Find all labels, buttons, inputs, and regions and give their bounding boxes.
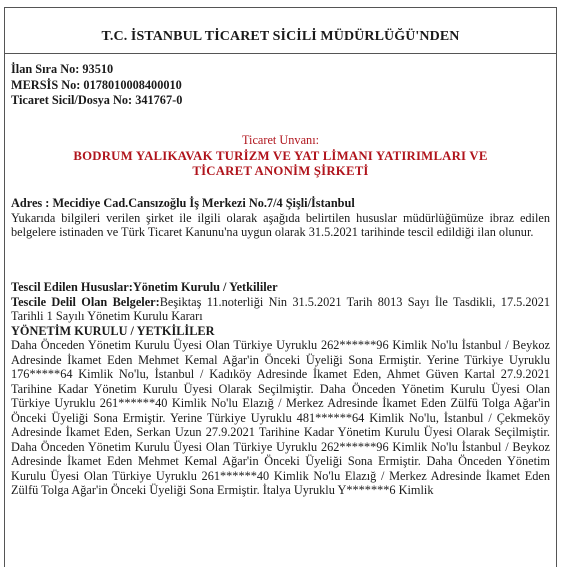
section-heading: YÖNETİM KURULU / YETKİLİLER — [11, 323, 215, 338]
registered-matters-value: Yönetim Kurulu / Yetkililer — [132, 280, 278, 294]
mersis-number: MERSİS No: 0178010008400010 — [11, 77, 182, 92]
trade-name-block — [5, 133, 556, 180]
evidence-documents — [11, 295, 550, 324]
address-block — [11, 196, 550, 240]
evidence-documents-value: Beşiktaş 11.noterliği Nin 31.5.2021 Tarih 8013 Sayı İle Tasdikli, 17.5.2021 Tarihli 1 Sayılı Yönetim Kurulu Kararı — [11, 294, 550, 323]
trade-registry-number: Ticaret Sicil/Dosya No: 341767-0 — [11, 93, 183, 107]
registry-ids — [11, 62, 182, 109]
registration-block — [11, 280, 550, 498]
evidence-documents-label: Tescile Delil Olan Belgeler: — [11, 294, 160, 309]
trade-name-line-1: BODRUM YALIKAVAK TURİZM VE YAT LİMANI YATIRIMLARI VE — [73, 148, 488, 163]
ilan-number: İlan Sıra No: 93510 — [11, 62, 114, 76]
registered-matters — [11, 280, 550, 295]
header-divider — [5, 53, 556, 54]
trade-name-label: Ticaret Unvanı: — [241, 133, 320, 147]
address-line: Adres : Mecidiye Cad.Cansızoğlu İş Merkezi No.7/4 Şişli/İstanbul — [11, 196, 355, 210]
board-changes-text: Daha Önceden Yönetim Kurulu Üyesi Olan Türkiye Uyruklu 262******96 Kimlik No'lu İstanbul / Beykoz Adresinde İkamet Eden Mehmet Kemal Ağar'in Önceki Üyeliği Sona Ermiştir. Yerine Türkiye Uyruklu 176*****64 Kimlik No'lu, İstanbul / Kadıköy Adresinde İkamet Eden, Ahmet Güven Kartal 27.9.2021 Tarihine Kadar Yönetim Kurulu Üyesi Olarak Seçilmiştir. Daha Önceden Yönetim Kurulu Üyesi Olan Türkiye Uyruklu 261******40 Kimlik No'lu Elazığ / Merkez Adresinde İkamet Eden Zülfü Tolga Ağar'in Önceki Üyeliği Sona Ermiştir. Yerine Türkiye Uyruklu 481******64 Kimlik No'lu, İstanbul / Çekmeköy Adresinde İkamet Eden, Serkan Uzun 27.9.2021 Tarihine Kadar Yönetim Kurulu Üyesi Olarak Seçilmiştir. Daha Önceden Yönetim Kurulu Üyesi Olan Türkiye Uyruklu 262******96 Kimlik No'lu İstanbul / Beykoz Adresinde İkamet Eden Mehmet Kemal Ağar'in Önceki Üyeliği Sona Ermiştir. Daha Önceden Yönetim Kurulu Üyesi Olan Türkiye Uyruklu 261******40 Kimlik No'lu Elazığ / Merkez Adresinde İkamet Eden Zülfü Tolga Ağar'in Önceki Üyeliği Sona Ermiştir. İtalya Uyruklu Y*******6 Kimlik — [11, 338, 550, 497]
registered-matters-label: Tescil Edilen Hususlar: — [11, 280, 133, 294]
page-title: T.C. İSTANBUL TİCARET SİCİLİ MÜDÜRLÜĞÜ'NDEN — [101, 29, 460, 44]
document-frame — [4, 7, 557, 567]
announcement-paragraph: Yukarıda bilgileri verilen şirket ile ilgili olarak aşağıda belirtilen hususlar müdürlüğümüze ibraz edilen belgelere istinaden ve Türk Ticaret Kanunu'na uygun olarak 31.5.2021 tarihinde tescil edildiği ilan olunur. — [11, 210, 550, 239]
trade-name-line-2: TİCARET ANONİM ŞİRKETİ — [192, 164, 369, 178]
